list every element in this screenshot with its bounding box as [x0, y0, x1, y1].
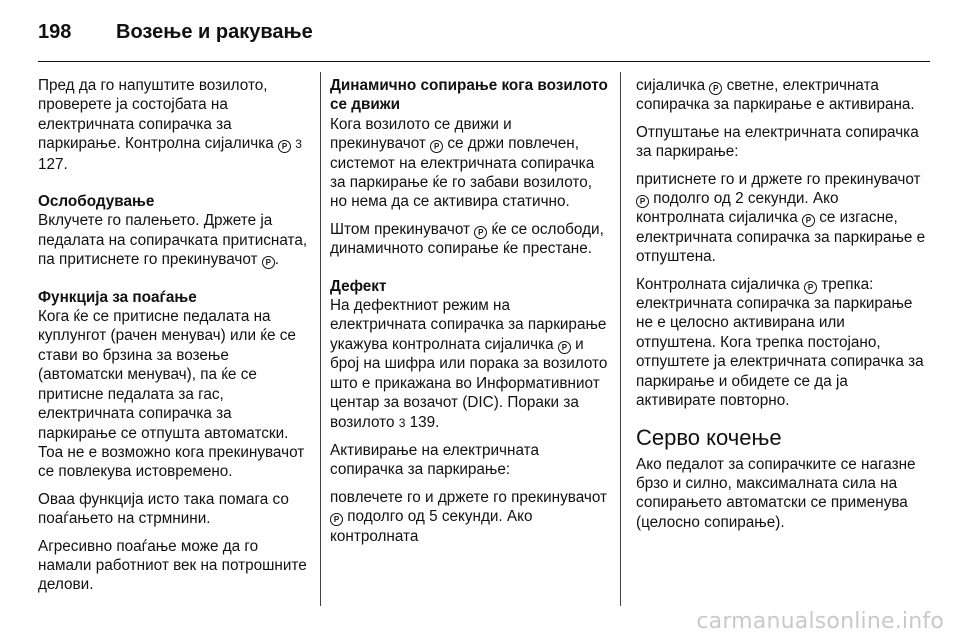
- heading-fault: Дефект: [330, 277, 387, 295]
- page-reference-icon: 3: [295, 137, 302, 152]
- paragraph-release-steps: притиснете го и држете го прекинувачот P подолго од 2 секунди. Ако контролната сијаличка P се изгасне, електричната сопирачка за паркирање е отпуштена.: [636, 170, 926, 266]
- paragraph-release-heading: Отпуштање на електричната сопирачка за паркирање:: [636, 123, 919, 161]
- column-separator-2: [620, 72, 621, 606]
- parking-brake-icon: P: [636, 195, 649, 208]
- heading-release: Ослободување: [38, 193, 155, 211]
- watermark: carmanualsonline.info: [696, 609, 944, 634]
- paragraph-fault: На дефектниот режим на електричната сопирачка за паркирање укажува контролната сијаличка P и број на шифра или порака за возилото што е прикажана во Информативниот центар за возачот (DIC). Пораки за возилото 3 139.: [330, 297, 608, 431]
- heading-brake-assist: Серво кочење: [636, 424, 782, 450]
- parking-brake-icon: P: [430, 140, 443, 153]
- fault-warning-icon: P: [558, 341, 571, 354]
- parking-brake-icon: P: [278, 140, 291, 153]
- column-2: [330, 76, 610, 554]
- paragraph-brake-assist: Ако педалот за сопирачките се нагазне брзо и силно, максималната сила на сопирањето автоматски се применува (целосно сопирање).: [636, 455, 916, 531]
- column-1: [38, 76, 310, 603]
- paragraph-activate: повлечете го и држете го прекинувачот P подолго од 5 секунди. Ако контролната: [330, 488, 608, 545]
- header-rule: [38, 61, 930, 62]
- parking-brake-icon: P: [330, 513, 343, 526]
- paragraph-leave-vehicle: Пред да го напуштите возилото, проверете ја состојбата на електричната сопирачка за паркирање. Контролна сијаличка P 3 127.: [38, 77, 302, 173]
- parking-brake-icon: P: [802, 214, 815, 227]
- paragraph-hill-start: Оваа функција исто така помага со поаѓањето на стрмнини.: [38, 490, 289, 528]
- heading-drive-away: Функција за поаѓање: [38, 288, 197, 306]
- parking-brake-icon: P: [262, 256, 275, 269]
- heading-dynamic-braking: Динамично сопирање кога возилото се движи: [330, 77, 608, 114]
- paragraph-wear: Агресивно поаѓање може да го намали работниот век на потрошните делови.: [38, 537, 307, 594]
- paragraph-dynamic-2: Штом прекинувачот P ќе се ослободи, динамичното сопирање ќе престане.: [330, 220, 604, 258]
- parking-brake-icon: P: [804, 281, 817, 294]
- page-number: 198: [38, 21, 72, 43]
- paragraph-flashing: Контролната сијаличка P трепка: електричната сопирачка за паркирање не е целосно активирана или отпуштена. Кога трепка постојано, отпуштете ја електричната сопирачка за паркирање и обидете се да ја активирате повторно.: [636, 275, 924, 410]
- page-title: Возење и ракување: [116, 21, 313, 43]
- page-header: [38, 14, 313, 50]
- column-separator-1: [320, 72, 321, 606]
- paragraph-release: Вклучете го палењето. Држете ја педалата на сопирачката притисната, па притиснете го прекинувачот P .: [38, 212, 308, 269]
- paragraph-activate-heading: Активирање на електричната сопирачка за паркирање:: [330, 441, 539, 479]
- parking-brake-icon: P: [709, 82, 722, 95]
- paragraph-drive-away: Кога ќе се притисне педалата на куплунгот (рачен менувач) или ќе се стави во брзина за возење (автоматски менувач), па ќе се притисне педалата за гас, електричната сопирачка за паркирање се отпушта автоматски. Тоа не е возможно кога прекинувачот се повлекува истовремено.: [38, 308, 305, 481]
- page-reference-icon: 3: [398, 415, 406, 430]
- paragraph-dynamic-1: Кога возилото се движи и прекинувачот P се држи повлечен, системот на електричната сопирачка за паркирање ќе го забави возилото, но нема да се активира статично.: [330, 115, 595, 211]
- parking-brake-icon: P: [474, 226, 487, 239]
- column-3: [636, 76, 926, 540]
- paragraph-activated: сијаличка P светне, електричната сопирачка за паркирање е активирана.: [636, 77, 915, 114]
